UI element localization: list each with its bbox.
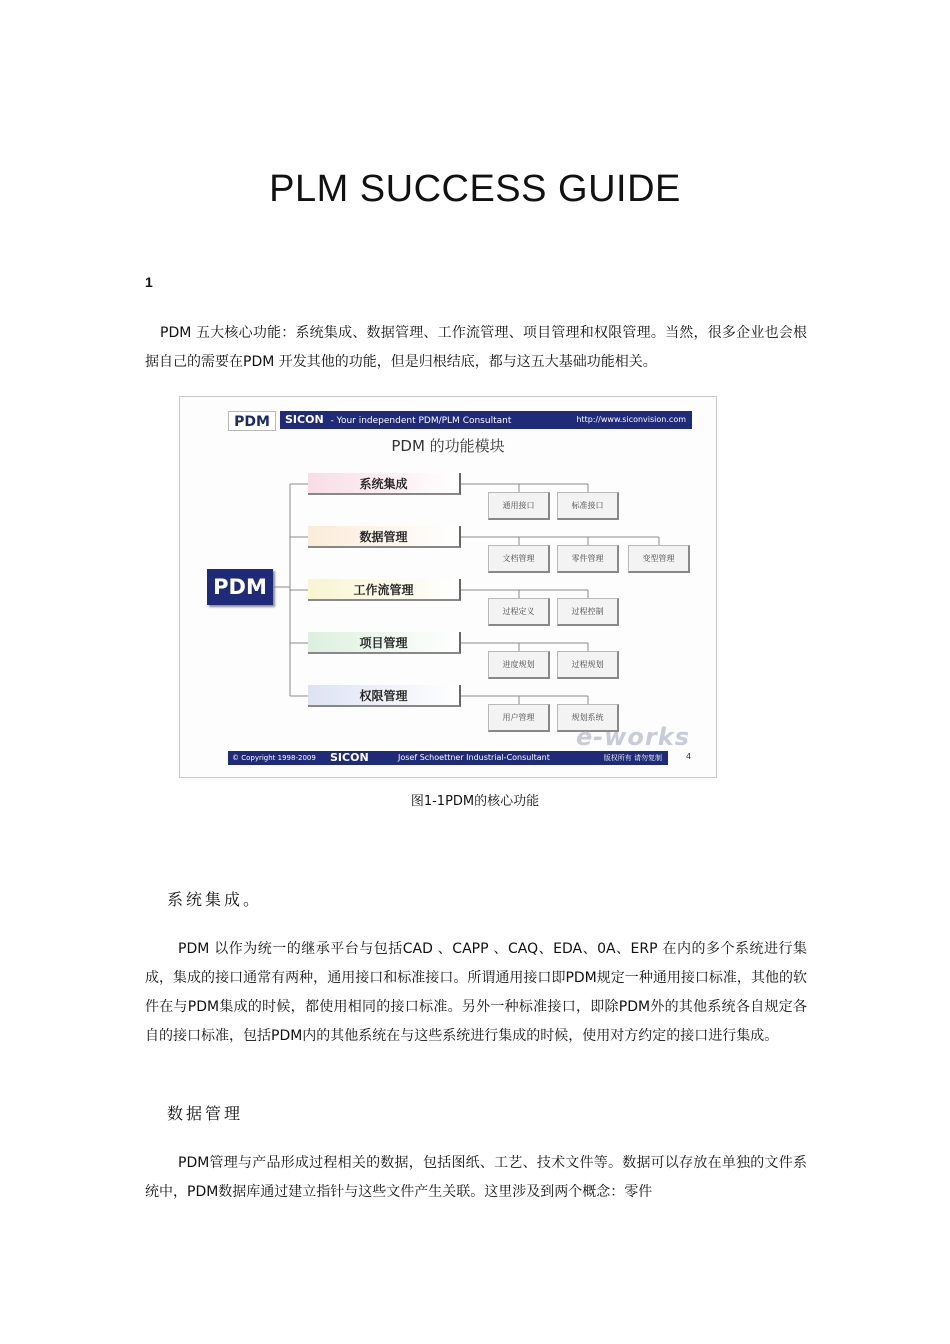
figure-caption: 图1-1PDM的核心功能 (410, 794, 540, 809)
sub-variant-management: 变型管理 (628, 545, 690, 573)
sub-schedule-planning: 进度规划 (488, 651, 550, 679)
footer-rights: 版权所有 请勿复制 (603, 754, 662, 762)
figure-header (228, 411, 692, 431)
sicon-brand: SICON (285, 413, 324, 426)
figure-title: PDM 的功能模块 (391, 437, 505, 455)
footer-copyright: © Copyright 1998-2009 (232, 754, 316, 762)
sub-process-definition: 过程定义 (488, 598, 550, 626)
document-title: PLM SUCCESS GUIDE (269, 168, 681, 210)
sub-process-control: 过程控制 (557, 598, 619, 626)
header-tagline: - Your independent PDM/PLM Consultant (330, 416, 512, 426)
figure-page-number: 4 (686, 752, 692, 761)
intro-paragraph: PDM 五大核心功能：系统集成、数据管理、工作流管理、项目管理和权限管理。当然，很多企业也会根据自己的需要在PDM 开发其他的功能，但是归根结底，都与这五大基础功能相关。 (145, 325, 807, 370)
module-data-management: 数据管理 (308, 526, 461, 548)
pdm-logo: PDM (228, 411, 276, 431)
pdm-root-box: PDM (207, 569, 273, 605)
sub-document-management: 文档管理 (488, 545, 550, 573)
paragraph-system-integration: PDM 以作为统一的继承平台与包括CAD 、CAPP 、CAQ、EDA、0A、ERP 在内的多个系统进行集成，集成的接口通常有两种，通用接口和标准接口。所谓通用接口即PDM规定一种通用接口标准，其他的软件在与PDM集成的时候，都使用相同的接口标准。另外一种标准接口，即除PDM外的其他系统各自规定各自的接口标准，包括PDM内的其他系统在与这些系统进行集成的时候，使用对方约定的接口进行集成。 (145, 941, 807, 1044)
module-system-integration: 系统集成 (308, 473, 461, 495)
heading-data-management: 数据管理 (167, 1104, 244, 1123)
sub-planning-system: 规划系统 (557, 704, 619, 732)
pdm-function-figure (179, 396, 717, 778)
header-url: http://www.siconvision.com (576, 415, 686, 424)
footer-brand: SICON (330, 751, 369, 764)
section-number: 1 (145, 274, 153, 290)
figure-footer-bar (228, 751, 668, 765)
sub-user-management: 用户管理 (488, 704, 550, 732)
eworks-watermark: e-works (576, 723, 690, 751)
sub-part-management: 零件管理 (557, 545, 619, 573)
footer-consultant: Josef Schoettner Industrial-Consultant (398, 753, 550, 762)
module-workflow-management: 工作流管理 (308, 579, 461, 601)
sub-process-planning: 过程规划 (557, 651, 619, 679)
sub-generic-interface: 通用接口 (488, 492, 550, 520)
paragraph-data-management: PDM管理与产品形成过程相关的数据，包括图纸、工艺、技术文件等。数据可以存放在单独的文件系统中，PDM数据库通过建立指针与这些文件产生关联。这里涉及到两个概念：零件 (145, 1155, 807, 1200)
module-project-management: 项目管理 (308, 632, 461, 654)
heading-system-integration: 系统集成。 (167, 890, 263, 909)
module-permission-management: 权限管理 (308, 685, 461, 707)
sub-standard-interface: 标准接口 (557, 492, 619, 520)
sicon-header-bar (280, 411, 692, 429)
